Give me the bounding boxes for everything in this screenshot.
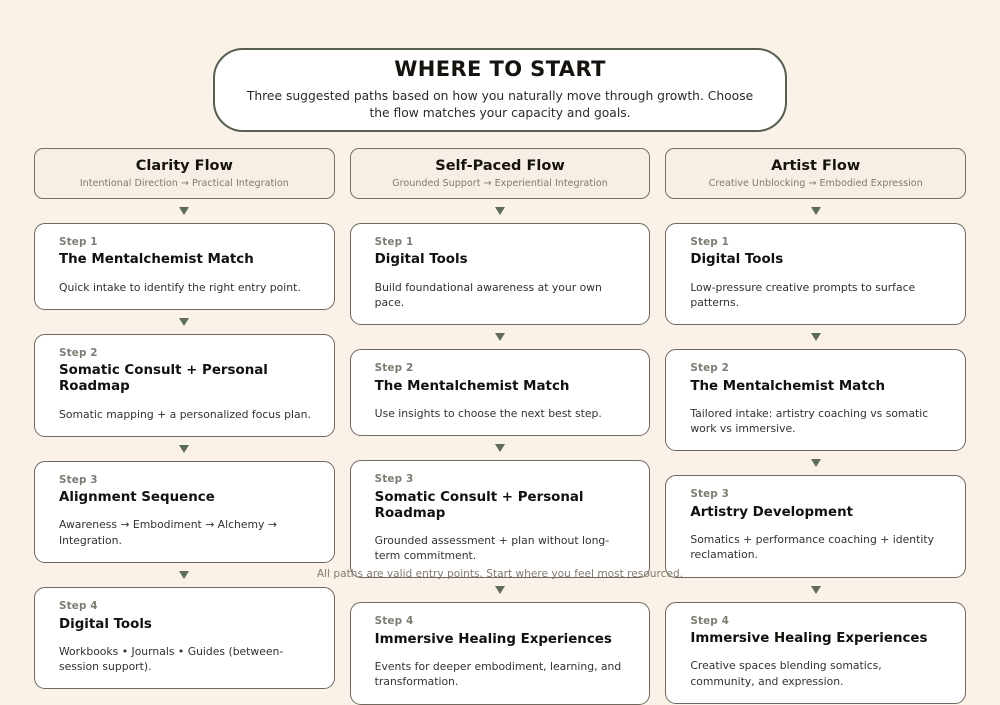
step-description: Build foundational awareness at your own pace. <box>374 280 602 309</box>
step-card[interactable] <box>34 334 335 437</box>
step-card[interactable] <box>350 602 651 704</box>
arrow-connector <box>665 199 966 223</box>
step-label: Step 2 <box>374 362 414 375</box>
step-description: Workbooks • Journals • Guides (between-session support). <box>59 644 284 673</box>
step-description: Creative spaces blending somatics, community, and expression. <box>690 659 882 688</box>
step-label: Step 3 <box>59 473 98 486</box>
step-title: Immersive Healing Experiences <box>690 631 928 647</box>
column-subtitle: Creative Unblocking → Embodied Expression <box>708 178 923 190</box>
step-label: Step 3 <box>690 488 730 501</box>
arrow-connector <box>350 325 651 349</box>
arrow-down-icon <box>495 207 505 215</box>
arrow-connector <box>665 578 966 602</box>
arrow-down-icon <box>179 207 189 215</box>
step-label: Step 3 <box>374 473 414 486</box>
column-title: Clarity Flow <box>135 157 233 174</box>
column-subtitle: Intentional Direction → Practical Integration <box>79 178 289 190</box>
arrow-down-icon <box>179 445 189 453</box>
arrow-down-icon <box>811 459 821 467</box>
step-card[interactable] <box>665 223 966 325</box>
step-card[interactable] <box>350 223 651 325</box>
arrow-connector <box>34 199 335 223</box>
step-description: Tailored intake: artistry coaching vs somatic work vs immersive. <box>690 406 929 436</box>
arrow-connector <box>34 437 335 461</box>
flow-column-self-paced <box>350 148 651 705</box>
step-description: Awareness → Embodiment → Alchemy → Integration. <box>59 518 277 547</box>
step-label: Step 4 <box>59 600 98 613</box>
step-description: Quick intake to identify the right entry point. <box>59 280 301 294</box>
step-description: Use insights to choose the next best step. <box>374 406 602 420</box>
step-card[interactable] <box>665 475 966 577</box>
step-label: Step 1 <box>374 236 414 248</box>
step-title: Digital Tools <box>690 252 784 268</box>
step-label: Step 4 <box>690 614 730 627</box>
arrow-down-icon <box>495 333 505 341</box>
step-description: Grounded assessment + plan without long-term commitment. <box>374 533 610 563</box>
step-title: Digital Tools <box>59 616 152 632</box>
step-title: The Mentalchemist Match <box>59 252 254 268</box>
step-description: Low-pressure creative prompts to surface patterns. <box>690 280 916 309</box>
step-card[interactable] <box>350 349 651 436</box>
step-title: Immersive Healing Experiences <box>374 631 612 647</box>
step-card[interactable] <box>665 602 966 704</box>
column-title: Self-Paced Flow <box>435 157 565 174</box>
arrow-connector <box>350 436 651 460</box>
step-label: Step 4 <box>374 615 414 628</box>
flow-column-artist <box>665 148 966 705</box>
step-label: Step 2 <box>690 362 730 375</box>
column-subtitle: Grounded Support → Experiential Integration <box>392 178 608 190</box>
step-label: Step 1 <box>59 236 98 248</box>
arrow-connector <box>350 199 651 223</box>
column-header-self-paced[interactable] <box>350 148 651 199</box>
page-subtitle: Three suggested paths based on how you naturally move through growth. Choose the flow matches your capacity and goals. <box>246 88 754 120</box>
where-to-start-banner <box>213 48 787 132</box>
step-label: Step 1 <box>690 236 730 248</box>
step-card[interactable] <box>34 461 335 563</box>
flow-column-clarity <box>34 148 335 705</box>
step-card[interactable] <box>350 460 651 578</box>
step-title: The Mentalchemist Match <box>690 378 886 394</box>
step-card[interactable] <box>34 223 335 310</box>
flow-columns <box>34 148 966 705</box>
step-description: Events for deeper embodiment, learning, and transformation. <box>374 659 622 689</box>
arrow-down-icon <box>811 207 821 215</box>
step-title: Alignment Sequence <box>59 490 215 506</box>
arrow-down-icon <box>179 318 189 326</box>
arrow-connector <box>34 310 335 334</box>
column-header-clarity[interactable] <box>34 148 335 199</box>
arrow-connector <box>665 451 966 475</box>
step-title: Somatic Consult + Personal Roadmap <box>59 363 268 395</box>
step-title: Digital Tools <box>374 252 468 268</box>
arrow-down-icon <box>495 586 505 594</box>
footer-note: All paths are valid entry points. Start where you feel most resourced. <box>316 568 684 580</box>
step-description: Somatic mapping + a personalized focus plan. <box>59 407 311 421</box>
page-title: WHERE TO START <box>394 57 606 82</box>
arrow-connector <box>350 578 651 602</box>
arrow-down-icon <box>495 444 505 452</box>
arrow-down-icon <box>811 333 821 341</box>
step-title: Artistry Development <box>690 504 854 520</box>
arrow-connector <box>665 325 966 349</box>
step-card[interactable] <box>34 587 335 689</box>
step-card[interactable] <box>665 349 966 451</box>
step-title: Somatic Consult + Personal Roadmap <box>374 489 584 521</box>
arrow-down-icon <box>811 586 821 594</box>
step-label: Step 2 <box>59 346 98 359</box>
column-title: Artist Flow <box>771 157 861 174</box>
step-description: Somatics + performance coaching + identity reclamation. <box>690 533 934 562</box>
column-header-artist[interactable] <box>665 148 966 199</box>
step-title: The Mentalchemist Match <box>374 378 570 394</box>
